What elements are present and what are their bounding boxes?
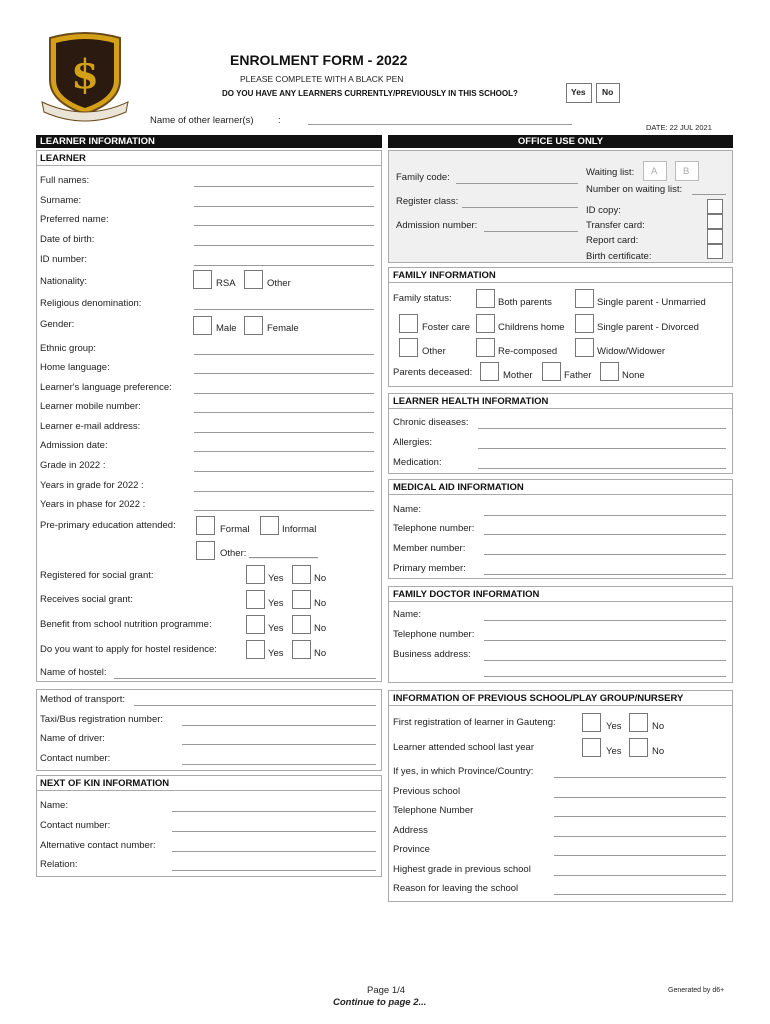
preferred-name-label: Preferred name: bbox=[40, 214, 109, 225]
mobile-label: Learner mobile number: bbox=[40, 401, 141, 412]
attended-no-label: No bbox=[652, 746, 665, 757]
id-number-label: ID number: bbox=[40, 254, 87, 265]
prev-school-input[interactable] bbox=[554, 797, 726, 798]
hostel-label: Do you want to apply for hostel residence: bbox=[40, 644, 217, 655]
social-grant-reg-label: Registered for social grant: bbox=[40, 570, 154, 581]
full-names-input[interactable] bbox=[194, 186, 374, 187]
full-names-label: Full names: bbox=[40, 175, 90, 186]
social-grant-reg-yes-label: Yes bbox=[268, 573, 284, 584]
gender-male-label: Male bbox=[216, 323, 237, 334]
nutrition-no-checkbox[interactable] bbox=[292, 615, 311, 634]
waiting-list-b-label: B bbox=[683, 166, 690, 177]
form-title: ENROLMENT FORM - 2022 bbox=[230, 52, 408, 68]
form-date: DATE: 22 JUL 2021 bbox=[646, 123, 712, 132]
transport-contact-label: Contact number: bbox=[40, 753, 111, 764]
family-both-label: Both parents bbox=[498, 297, 552, 308]
kin-contact-input[interactable] bbox=[172, 831, 376, 832]
admission-date-input[interactable] bbox=[194, 451, 374, 452]
nationality-rsa-label: RSA bbox=[216, 278, 236, 289]
medication-input[interactable] bbox=[478, 468, 726, 469]
other-learners-colon: : bbox=[278, 115, 281, 126]
prev-province-label: Province bbox=[393, 844, 430, 855]
first-reg-yes-checkbox[interactable] bbox=[582, 713, 601, 732]
grade-input[interactable] bbox=[194, 471, 374, 472]
number-waiting-input[interactable] bbox=[692, 194, 726, 195]
id-copy-label: ID copy: bbox=[586, 205, 621, 216]
kin-name-input[interactable] bbox=[172, 811, 376, 812]
prev-address-label: Address bbox=[393, 825, 428, 836]
highest-grade-input[interactable] bbox=[554, 875, 726, 876]
home-language-input[interactable] bbox=[194, 373, 374, 374]
hostel-yes-checkbox[interactable] bbox=[246, 640, 265, 659]
family-code-input[interactable] bbox=[456, 183, 578, 184]
reason-leaving-label: Reason for leaving the school bbox=[393, 883, 519, 894]
email-label: Learner e-mail address: bbox=[40, 421, 141, 432]
family-foster-checkbox[interactable] bbox=[399, 314, 418, 333]
nationality-other-label: Other bbox=[267, 278, 291, 289]
nationality-label: Nationality: bbox=[40, 276, 87, 287]
gender-male-checkbox[interactable] bbox=[193, 316, 212, 335]
attended-yes-label: Yes bbox=[606, 746, 622, 757]
kin-alt-contact-input[interactable] bbox=[172, 851, 376, 852]
medical-header: MEDICAL AID INFORMATION bbox=[393, 482, 524, 493]
transport-method-input[interactable] bbox=[134, 705, 376, 706]
prev-tel-label: Telephone Number bbox=[393, 805, 474, 816]
nutrition-yes-checkbox[interactable] bbox=[246, 615, 265, 634]
preprimary-informal-checkbox[interactable] bbox=[260, 516, 279, 535]
learners-question: DO YOU HAVE ANY LEARNERS CURRENTLY/PREVIOUSLY IN THIS SCHOOL? bbox=[222, 89, 518, 98]
admission-number-label: Admission number: bbox=[396, 220, 478, 231]
medical-member-input[interactable] bbox=[484, 554, 726, 555]
family-recomposed-label: Re-composed bbox=[498, 346, 558, 357]
kin-alt-contact-label: Alternative contact number: bbox=[40, 840, 156, 851]
hostel-yes-label: Yes bbox=[268, 648, 284, 659]
hostel-name-input[interactable] bbox=[114, 678, 376, 679]
page-number: Page 1/4 bbox=[367, 985, 406, 996]
previous-header: INFORMATION OF PREVIOUS SCHOOL/PLAY GROUP/NURSERY bbox=[393, 693, 684, 704]
years-phase-input[interactable] bbox=[194, 510, 374, 511]
years-grade-input[interactable] bbox=[194, 491, 374, 492]
transport-method-label: Method of transport: bbox=[40, 694, 126, 705]
question-yes-label: Yes bbox=[571, 87, 586, 97]
family-childrens-home-label: Childrens home bbox=[498, 322, 565, 333]
social-grant-rec-yes-checkbox[interactable] bbox=[246, 590, 265, 609]
grade-label: Grade in 2022 : bbox=[40, 460, 106, 471]
religion-label: Religious denomination: bbox=[40, 298, 142, 309]
learner-subheader-box bbox=[36, 150, 382, 166]
kin-relation-input[interactable] bbox=[172, 870, 376, 871]
doctor-address-input[interactable] bbox=[484, 660, 726, 661]
attended-yes-checkbox[interactable] bbox=[582, 738, 601, 757]
deceased-father-checkbox[interactable] bbox=[542, 362, 561, 381]
attended-label: Learner attended school last year bbox=[393, 742, 535, 753]
social-grant-rec-no-label: No bbox=[314, 598, 327, 609]
birth-cert-label: Birth certificate: bbox=[586, 251, 652, 262]
medication-label: Medication: bbox=[393, 457, 442, 468]
medical-tel-input[interactable] bbox=[484, 534, 726, 535]
admission-date-label: Admission date: bbox=[40, 440, 108, 451]
ethnic-input[interactable] bbox=[194, 354, 374, 355]
province-country-label: If yes, in which Province/Country: bbox=[393, 766, 534, 777]
family-widow-checkbox[interactable] bbox=[575, 338, 594, 357]
driver-label: Name of driver: bbox=[40, 733, 105, 744]
nationality-rsa-checkbox[interactable] bbox=[193, 270, 212, 289]
transport-reg-label: Taxi/Bus registration number: bbox=[40, 714, 164, 725]
social-grant-reg-no-label: No bbox=[314, 573, 327, 584]
gender-female-checkbox[interactable] bbox=[244, 316, 263, 335]
school-crest-icon bbox=[40, 30, 130, 122]
register-class-label: Register class: bbox=[396, 196, 459, 207]
email-input[interactable] bbox=[194, 432, 374, 433]
first-reg-no-checkbox[interactable] bbox=[629, 713, 648, 732]
transfer-card-label: Transfer card: bbox=[586, 220, 645, 231]
transport-reg-input[interactable] bbox=[182, 725, 376, 726]
office-header-label: OFFICE USE ONLY bbox=[517, 136, 604, 147]
other-learners-label: Name of other learner(s) bbox=[150, 115, 254, 126]
mobile-input[interactable] bbox=[194, 412, 374, 413]
reason-leaving-input[interactable] bbox=[554, 894, 726, 895]
social-grant-rec-label: Receives social grant: bbox=[40, 594, 133, 605]
province-country-input[interactable] bbox=[554, 777, 726, 778]
prev-tel-input[interactable] bbox=[554, 816, 726, 817]
family-single-divorced-checkbox[interactable] bbox=[575, 314, 594, 333]
waiting-list-label: Waiting list: bbox=[586, 167, 635, 178]
doctor-tel-input[interactable] bbox=[484, 640, 726, 641]
family-other-checkbox[interactable] bbox=[399, 338, 418, 357]
years-grade-label: Years in grade for 2022 : bbox=[40, 480, 144, 491]
nutrition-no-label: No bbox=[314, 623, 327, 634]
language-pref-label: Learner's language preference: bbox=[40, 382, 172, 393]
continue-note: Continue to page 2... bbox=[333, 997, 427, 1008]
prev-province-input[interactable] bbox=[554, 855, 726, 856]
medical-primary-label: Primary member: bbox=[393, 563, 466, 574]
first-reg-label: First registration of learner in Gauteng: bbox=[393, 717, 556, 728]
preferred-name-input[interactable] bbox=[194, 225, 374, 226]
doctor-address-input-2[interactable] bbox=[484, 676, 726, 677]
form-instruction: PLEASE COMPLETE WITH A BLACK PEN bbox=[240, 74, 404, 84]
chronic-label: Chronic diseases: bbox=[393, 417, 469, 428]
preprimary-other-checkbox[interactable] bbox=[196, 541, 215, 560]
medical-member-label: Member number: bbox=[393, 543, 466, 554]
social-grant-reg-yes-checkbox[interactable] bbox=[246, 565, 265, 584]
nationality-other-checkbox[interactable] bbox=[244, 270, 263, 289]
hostel-no-checkbox[interactable] bbox=[292, 640, 311, 659]
allergies-label: Allergies: bbox=[393, 437, 433, 448]
surname-label: Surname: bbox=[40, 195, 82, 206]
gender-female-label: Female bbox=[267, 323, 299, 334]
birth-cert-checkbox[interactable] bbox=[707, 244, 723, 259]
home-language-label: Home language: bbox=[40, 362, 110, 373]
social-grant-rec-yes-label: Yes bbox=[268, 598, 284, 609]
doctor-address-label: Business address: bbox=[393, 649, 471, 660]
hostel-name-label: Name of hostel: bbox=[40, 667, 107, 678]
prev-school-label: Previous school bbox=[393, 786, 461, 797]
first-reg-no-label: No bbox=[652, 721, 665, 732]
medical-name-input[interactable] bbox=[484, 515, 726, 516]
preprimary-formal-checkbox[interactable] bbox=[196, 516, 215, 535]
doctor-tel-label: Telephone number: bbox=[393, 629, 475, 640]
admission-number-input[interactable] bbox=[484, 231, 578, 232]
transfer-card-checkbox[interactable] bbox=[707, 214, 723, 229]
nutrition-label: Benefit from school nutrition programme: bbox=[40, 619, 212, 630]
years-phase-label: Years in phase for 2022 : bbox=[40, 499, 146, 510]
preprimary-formal-label: Formal bbox=[220, 524, 250, 535]
family-code-label: Family code: bbox=[396, 172, 450, 183]
health-header: LEARNER HEALTH INFORMATION bbox=[393, 396, 549, 407]
highest-grade-label: Highest grade in previous school bbox=[393, 864, 531, 875]
medical-tel-label: Telephone number: bbox=[393, 523, 475, 534]
other-learners-input[interactable] bbox=[308, 124, 572, 125]
language-pref-input[interactable] bbox=[194, 393, 374, 394]
report-card-checkbox[interactable] bbox=[707, 229, 723, 244]
allergies-input[interactable] bbox=[478, 448, 726, 449]
family-recomposed-checkbox[interactable] bbox=[476, 338, 495, 357]
family-single-divorced-label: Single parent - Divorced bbox=[597, 322, 699, 333]
religion-input[interactable] bbox=[194, 309, 374, 310]
gender-label: Gender: bbox=[40, 319, 75, 330]
deceased-mother-checkbox[interactable] bbox=[480, 362, 499, 381]
generated-by: Generated by d6+ bbox=[668, 987, 725, 994]
surname-input[interactable] bbox=[194, 206, 374, 207]
family-status-label: Family status: bbox=[393, 293, 452, 304]
report-card-label: Report card: bbox=[586, 235, 639, 246]
transport-contact-input[interactable] bbox=[182, 764, 376, 765]
deceased-none-checkbox[interactable] bbox=[600, 362, 619, 381]
kin-relation-label: Relation: bbox=[40, 859, 78, 870]
preprimary-other-label: Other: _____________ bbox=[220, 548, 318, 559]
question-no-label: No bbox=[602, 87, 614, 97]
family-childrens-home-checkbox[interactable] bbox=[476, 314, 495, 333]
waiting-list-a-label: A bbox=[651, 166, 658, 177]
doctor-name-input[interactable] bbox=[484, 620, 726, 621]
learner-info-header: LEARNER INFORMATION bbox=[36, 135, 382, 148]
learner-subheader: LEARNER bbox=[40, 153, 86, 164]
family-foster-label: Foster care bbox=[422, 322, 471, 333]
chronic-input[interactable] bbox=[478, 428, 726, 429]
family-widow-label: Widow/Widower bbox=[597, 346, 666, 357]
driver-input[interactable] bbox=[182, 744, 376, 745]
doctor-name-label: Name: bbox=[393, 609, 421, 620]
prev-address-input[interactable] bbox=[554, 836, 726, 837]
number-waiting-label: Number on waiting list: bbox=[586, 184, 683, 195]
hostel-no-label: No bbox=[314, 648, 327, 659]
medical-primary-input[interactable] bbox=[484, 574, 726, 575]
attended-no-checkbox[interactable] bbox=[629, 738, 648, 757]
office-header bbox=[388, 135, 733, 148]
dob-label: Date of birth: bbox=[40, 234, 95, 245]
social-grant-reg-no-checkbox[interactable] bbox=[292, 565, 311, 584]
preprimary-informal-label: Informal bbox=[282, 524, 317, 535]
deceased-father-label: Father bbox=[564, 370, 592, 381]
id-number-input[interactable] bbox=[194, 265, 374, 266]
family-both-checkbox[interactable] bbox=[476, 289, 495, 308]
social-grant-rec-no-checkbox[interactable] bbox=[292, 590, 311, 609]
deceased-mother-label: Mother bbox=[503, 370, 533, 381]
first-reg-yes-label: Yes bbox=[606, 721, 622, 732]
kin-header: NEXT OF KIN INFORMATION bbox=[40, 778, 170, 789]
kin-name-label: Name: bbox=[40, 800, 68, 811]
svg-text:$: $ bbox=[71, 51, 99, 98]
register-class-input[interactable] bbox=[462, 207, 578, 208]
preprimary-label: Pre-primary education attended: bbox=[40, 520, 176, 531]
family-other-label: Other bbox=[422, 346, 446, 357]
nutrition-yes-label: Yes bbox=[268, 623, 284, 634]
medical-name-label: Name: bbox=[393, 504, 421, 515]
id-copy-checkbox[interactable] bbox=[707, 199, 723, 214]
dob-input[interactable] bbox=[194, 245, 374, 246]
kin-contact-label: Contact number: bbox=[40, 820, 111, 831]
family-single-unmarried-label: Single parent - Unmarried bbox=[597, 297, 706, 308]
ethnic-label: Ethnic group: bbox=[40, 343, 96, 354]
parents-deceased-label: Parents deceased: bbox=[393, 367, 473, 378]
deceased-none-label: None bbox=[622, 370, 645, 381]
doctor-header: FAMILY DOCTOR INFORMATION bbox=[393, 589, 540, 600]
family-header: FAMILY INFORMATION bbox=[393, 270, 496, 281]
family-single-unmarried-checkbox[interactable] bbox=[575, 289, 594, 308]
